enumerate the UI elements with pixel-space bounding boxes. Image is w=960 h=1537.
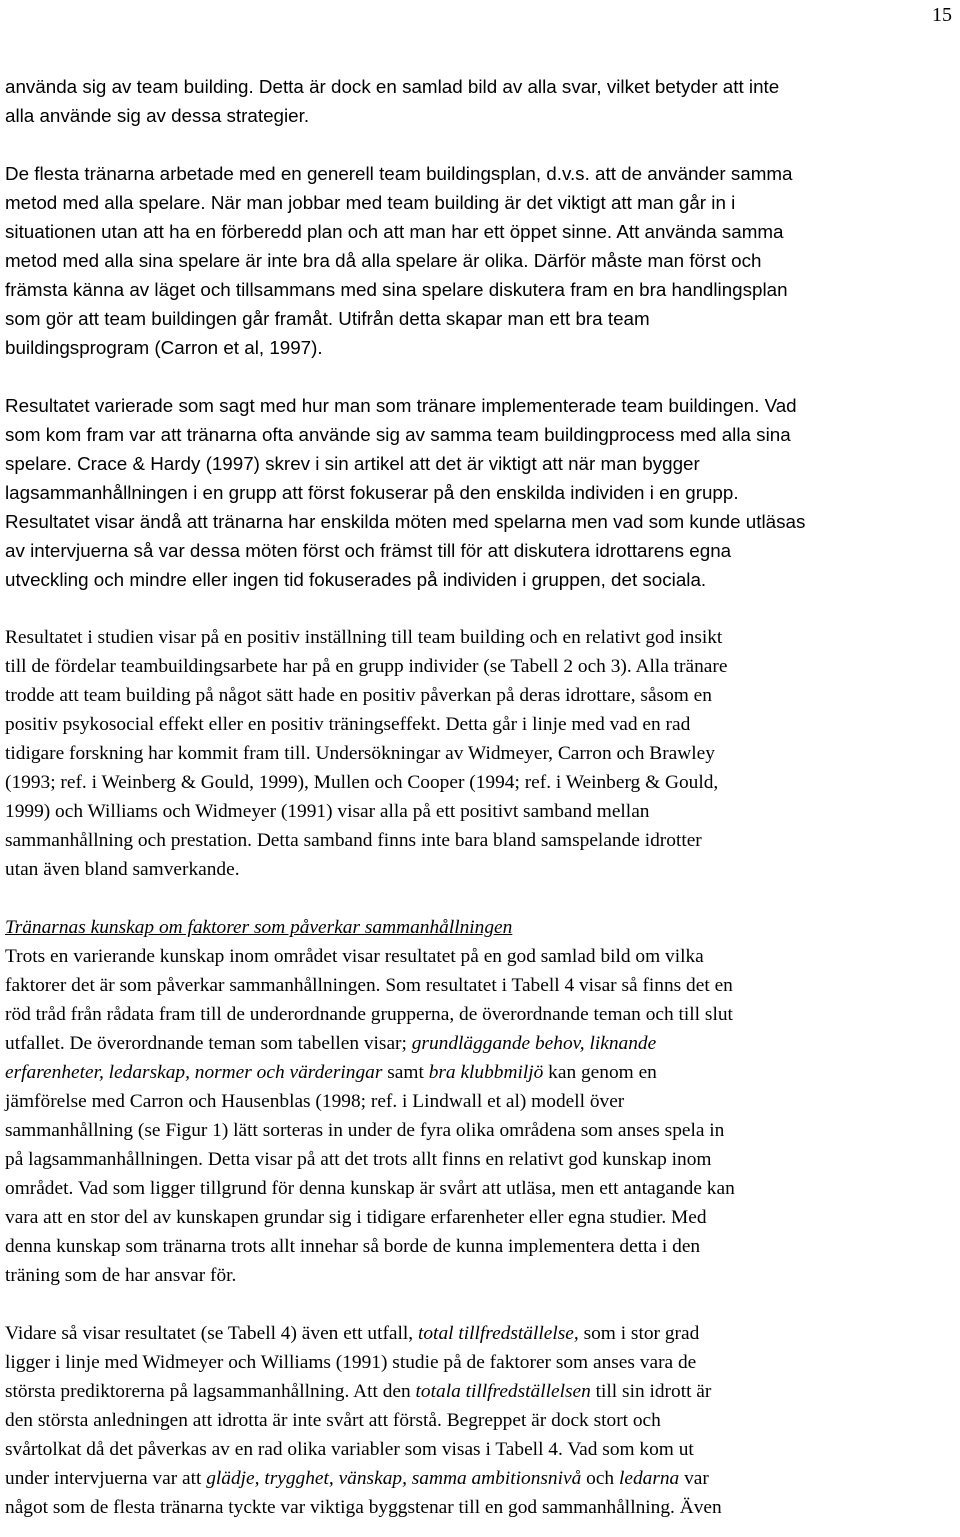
text-segment: trodde att team building på något sätt hade en positiv påverkan på deras idrottare, såsom en <box>5 685 712 706</box>
text-line <box>5 913 960 942</box>
text-segment: glädje, trygghet, vänskap, samma ambitionsnivå <box>206 1468 582 1489</box>
text-segment: området. Vad som ligger tillgrund för denna kunskap är svårt att utläsa, men ett antagande kan <box>5 1178 735 1199</box>
text-line <box>5 507 960 536</box>
text-segment: av intervjuerna så var dessa möten först och främst till för att diskutera idrottarens egna <box>5 540 732 561</box>
text-line <box>5 159 960 188</box>
text-line <box>5 1319 960 1348</box>
text-line <box>5 1029 960 1058</box>
text-line <box>5 101 960 130</box>
text-segment: under intervjuerna var att <box>5 1468 207 1489</box>
text-line <box>5 246 960 275</box>
text-line <box>5 304 960 333</box>
paragraph-break <box>5 594 960 623</box>
text-line <box>5 1000 960 1029</box>
text-line <box>5 1406 960 1435</box>
text-line <box>5 1058 960 1087</box>
text-segment: erfarenheter, ledarskap, normer och värderingar <box>5 1062 383 1083</box>
text-line <box>5 971 960 1000</box>
text-line <box>5 449 960 478</box>
text-segment: sammanhållning (se Figur 1) lätt sorteras in under de fyra olika områdena som anses spela in <box>5 1120 725 1141</box>
text-line <box>5 275 960 304</box>
text-line <box>5 739 960 768</box>
text-segment: ledarna <box>618 1468 680 1489</box>
text-segment: sammanhållning och prestation. Detta samband finns inte bara bland samspelande idrotter <box>5 830 702 851</box>
text-segment: bra klubbmiljö <box>428 1062 544 1083</box>
text-line <box>5 1435 960 1464</box>
text-segment: använda sig av team building. Detta är dock en samlad bild av alla svar, vilket betyder att inte <box>5 76 780 97</box>
paragraph-break <box>5 130 960 159</box>
text-line <box>5 1145 960 1174</box>
text-line <box>5 681 960 710</box>
text-line <box>5 536 960 565</box>
paragraph-break <box>5 1290 960 1319</box>
text-segment: var <box>679 1468 709 1489</box>
text-segment: Tränarnas kunskap om faktorer som påverkar sammanhållningen <box>5 917 513 938</box>
text-line <box>5 217 960 246</box>
text-segment: jämförelse med Carron och Hausenblas (1998; ref. i Lindwall et al) modell över <box>5 1091 625 1112</box>
text-line <box>5 623 960 652</box>
text-segment: positiv psykosocial effekt eller en positiv träningseffekt. Detta går i linje med vad en rad <box>5 714 691 735</box>
text-segment: största prediktorerna på lagsammanhållning. Att den <box>5 1381 416 1402</box>
text-line <box>5 478 960 507</box>
text-line <box>5 710 960 739</box>
text-segment: till sin idrott är <box>590 1381 712 1402</box>
text-segment: samt <box>382 1062 429 1083</box>
text-line <box>5 942 960 971</box>
page-number: 15 <box>932 4 952 26</box>
text-segment: total tillfredställelse <box>417 1323 574 1344</box>
text-segment: metod med alla spelare. När man jobbar med team building är det viktigt att man går in i <box>5 192 736 213</box>
text-segment: som gör att team buildingen går framåt. Utifrån detta skapar man ett bra team <box>5 308 650 329</box>
text-segment: , som i stor grad <box>573 1323 700 1344</box>
text-segment: utfallet. De överordnande teman som tabellen visar; <box>5 1033 412 1054</box>
text-segment: och <box>581 1468 619 1489</box>
text-segment: tidigare forskning har kommit fram till. Undersökningar av Widmeyer, Carron och Brawley <box>5 743 715 764</box>
text-segment: Resultatet i studien visar på en positiv inställning till team building och en relativt god insikt <box>5 627 723 648</box>
paragraph-break <box>5 884 960 913</box>
text-segment: (1993; ref. i Weinberg & Gould, 1999), Mullen och Cooper (1994; ref. i Weinberg & Gould, <box>5 772 719 793</box>
text-line <box>5 391 960 420</box>
text-line <box>5 1232 960 1261</box>
text-segment: kan genom en <box>543 1062 657 1083</box>
text-segment: Vidare så visar resultatet (se Tabell 4) även ett utfall, <box>5 1323 418 1344</box>
text-line <box>5 1116 960 1145</box>
text-line <box>5 1203 960 1232</box>
text-segment: lagsammanhållningen i en grupp att först fokuserar på den enskilda individen i en grupp. <box>5 482 739 503</box>
text-segment: utveckling och mindre eller ingen tid fokuserades på individen i gruppen, det sociala. <box>5 569 707 590</box>
text-segment: Resultatet varierade som sagt med hur man som tränare implementerade team buildingen. Vad <box>5 395 797 416</box>
text-segment: något som de flesta tränarna tyckte var viktiga byggstenar till en god sammanhållning. Även <box>5 1497 722 1518</box>
text-line <box>5 72 960 101</box>
text-line <box>5 1493 960 1522</box>
text-segment: vara att en stor del av kunskapen grundar sig i tidigare erfarenheter eller egna studier. Med <box>5 1207 707 1228</box>
text-segment: De flesta tränarna arbetade med en generell team buildingsplan, d.v.s. att de använder samma <box>5 163 793 184</box>
text-line <box>5 652 960 681</box>
text-line <box>5 188 960 217</box>
text-line <box>5 1087 960 1116</box>
text-line <box>5 1174 960 1203</box>
text-segment: träning som de har ansvar för. <box>5 1265 237 1286</box>
text-line <box>5 1377 960 1406</box>
text-segment: denna kunskap som tränarna trots allt innehar så borde de kunna implementera detta i den <box>5 1236 701 1257</box>
text-segment: grundläggande behov, liknande <box>411 1033 657 1054</box>
text-segment: till de fördelar teambuildingsarbete har på en grupp individer (se Tabell 2 och 3). Alla tränare <box>5 656 728 677</box>
text-segment: faktorer det är som påverkar sammanhållningen. Som resultatet i Tabell 4 visar så finns det en <box>5 975 733 996</box>
text-segment: metod med alla sina spelare är inte bra då alla spelare är olika. Därför måste man först och <box>5 250 762 271</box>
text-segment: ligger i linje med Widmeyer och Williams (1991) studie på de faktorer som anses vara de <box>5 1352 697 1373</box>
text-segment: 1999) och Williams och Widmeyer (1991) visar alla på ett positivt samband mellan <box>5 801 650 822</box>
text-line <box>5 333 960 362</box>
text-segment: alla använde sig av dessa strategier. <box>5 105 310 126</box>
text-segment: den största anledningen att idrotta är inte svårt att förstå. Begreppet är dock stort och <box>5 1410 661 1431</box>
body-text <box>5 72 960 1522</box>
text-segment: på lagsammanhållningen. Detta visar på att det trots allt finns en relativt god kunskap inom <box>5 1149 712 1170</box>
text-segment: totala tillfredställelsen <box>415 1381 591 1402</box>
text-line <box>5 565 960 594</box>
text-segment: röd tråd från rådata fram till de underordnande grupperna, de överordnande teman och till slut <box>5 1004 733 1025</box>
text-line <box>5 1464 960 1493</box>
text-line <box>5 1348 960 1377</box>
text-line <box>5 420 960 449</box>
text-segment: spelare. Crace & Hardy (1997) skrev i sin artikel att det är viktigt att när man bygger <box>5 453 700 474</box>
text-segment: Trots en varierande kunskap inom området visar resultatet på en god samlad bild om vilka <box>5 946 704 967</box>
text-segment: utan även bland samverkande. <box>5 859 240 880</box>
text-line <box>5 1261 960 1290</box>
paragraph-break <box>5 362 960 391</box>
text-line <box>5 855 960 884</box>
text-segment: främsta känna av läget och tillsammans med sina spelare diskutera fram en bra handlingsplan <box>5 279 788 300</box>
text-segment: som kom fram var att tränarna ofta använde sig av samma team buildingprocess med alla sina <box>5 424 791 445</box>
text-line <box>5 797 960 826</box>
text-line <box>5 826 960 855</box>
text-segment: buildingsprogram (Carron et al, 1997). <box>5 337 323 358</box>
text-segment: svårtolkat då det påverkas av en rad olika variabler som visas i Tabell 4. Vad som kom ut <box>5 1439 694 1460</box>
text-segment: Resultatet visar ändå att tränarna har enskilda möten med spelarna men vad som kunde utläsas <box>5 511 806 532</box>
text-segment: situationen utan att ha en förberedd plan och att man har ett öppet sinne. Att använda samma <box>5 221 784 242</box>
text-line <box>5 768 960 797</box>
